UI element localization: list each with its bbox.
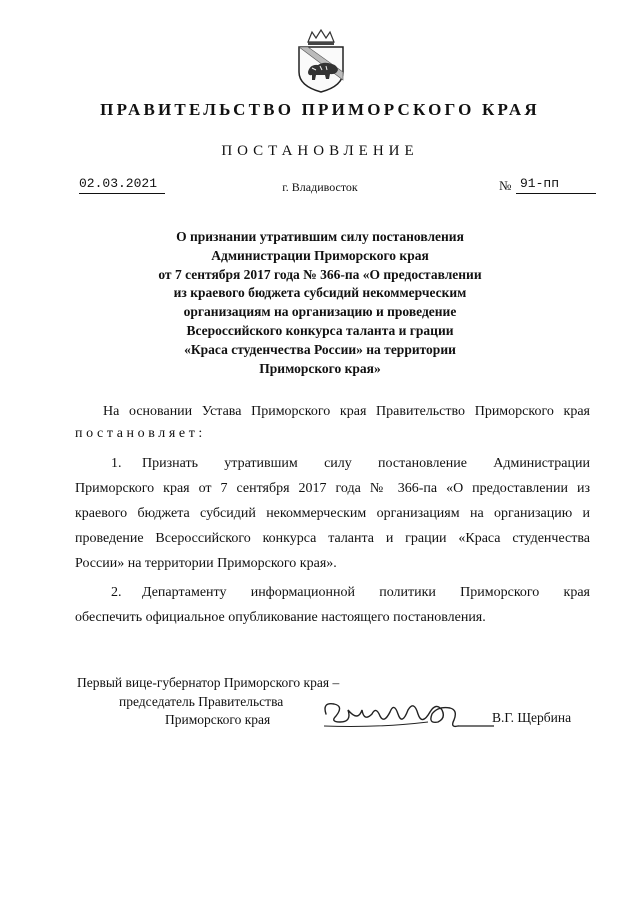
signatory-line: председатель Правительства — [119, 694, 284, 709]
heading-line: Приморского края» — [259, 360, 381, 376]
heading-line: О признании утратившим силу постановления — [176, 229, 464, 244]
heading-line: Всероссийского конкурса таланта и грации — [186, 322, 454, 338]
heading-line: организациям на организацию и проведение — [183, 304, 457, 320]
item-2-number: 2. — [111, 585, 122, 600]
signer-name: В.Г. Щербина — [492, 710, 572, 725]
item-2-text: Департаменту информационной политики Приморского края — [142, 585, 590, 600]
decree-word: постановляет: — [75, 426, 206, 441]
document-type: ПОСТАНОВЛЕНИЕ — [221, 143, 419, 159]
government-title: ПРАВИТЕЛЬСТВО ПРИМОРСКОГО КРАЯ — [100, 100, 540, 119]
document-city: г. Владивосток — [282, 180, 358, 194]
heading-line: из краевого бюджета субсидий некоммерческим — [173, 285, 467, 301]
handwritten-signature — [318, 692, 498, 736]
item-1-line: России» на территории Приморского края». — [75, 556, 337, 571]
item-2-line: обеспечить официальное опубликование настоящего постановления. — [75, 610, 486, 625]
document-heading — [100, 228, 540, 378]
signatory-line: Приморского края — [165, 712, 271, 727]
item-1-line — [75, 451, 590, 476]
heading-line: Администрации Приморского края — [211, 247, 429, 263]
document-number: 91-пп — [516, 176, 596, 194]
intro-text: На основании Устава Приморского края Правительство Приморского края — [103, 404, 590, 419]
item-1-number: 1. — [111, 456, 122, 471]
item-1-line: краевого бюджета субсидий некоммерческим организациям на организацию и — [75, 506, 590, 521]
item-1-text: Признать утратившим силу постановление Администрации — [142, 456, 590, 471]
signatory-line: Первый вице-губернатор Приморского края – — [77, 675, 340, 690]
number-label: № — [499, 178, 512, 193]
item-1-paragraph — [75, 451, 590, 576]
item-2-paragraph — [75, 580, 590, 630]
item-1-line: Приморского края от 7 сентября 2017 года № 366-па «О предоставлении из — [75, 481, 590, 496]
intro-paragraph — [103, 399, 590, 424]
item-2-line — [75, 580, 590, 605]
heading-line: «Краса студенчества России» на территории — [184, 341, 456, 357]
coat-of-arms-icon — [294, 28, 348, 94]
item-1-line: проведение Всероссийского конкурса таланта и грации «Краса студенчества — [75, 531, 590, 546]
document-date: 02.03.2021 — [79, 176, 165, 194]
heading-line: от 7 сентября 2017 года № 366-па «О предоставлении — [158, 266, 482, 282]
